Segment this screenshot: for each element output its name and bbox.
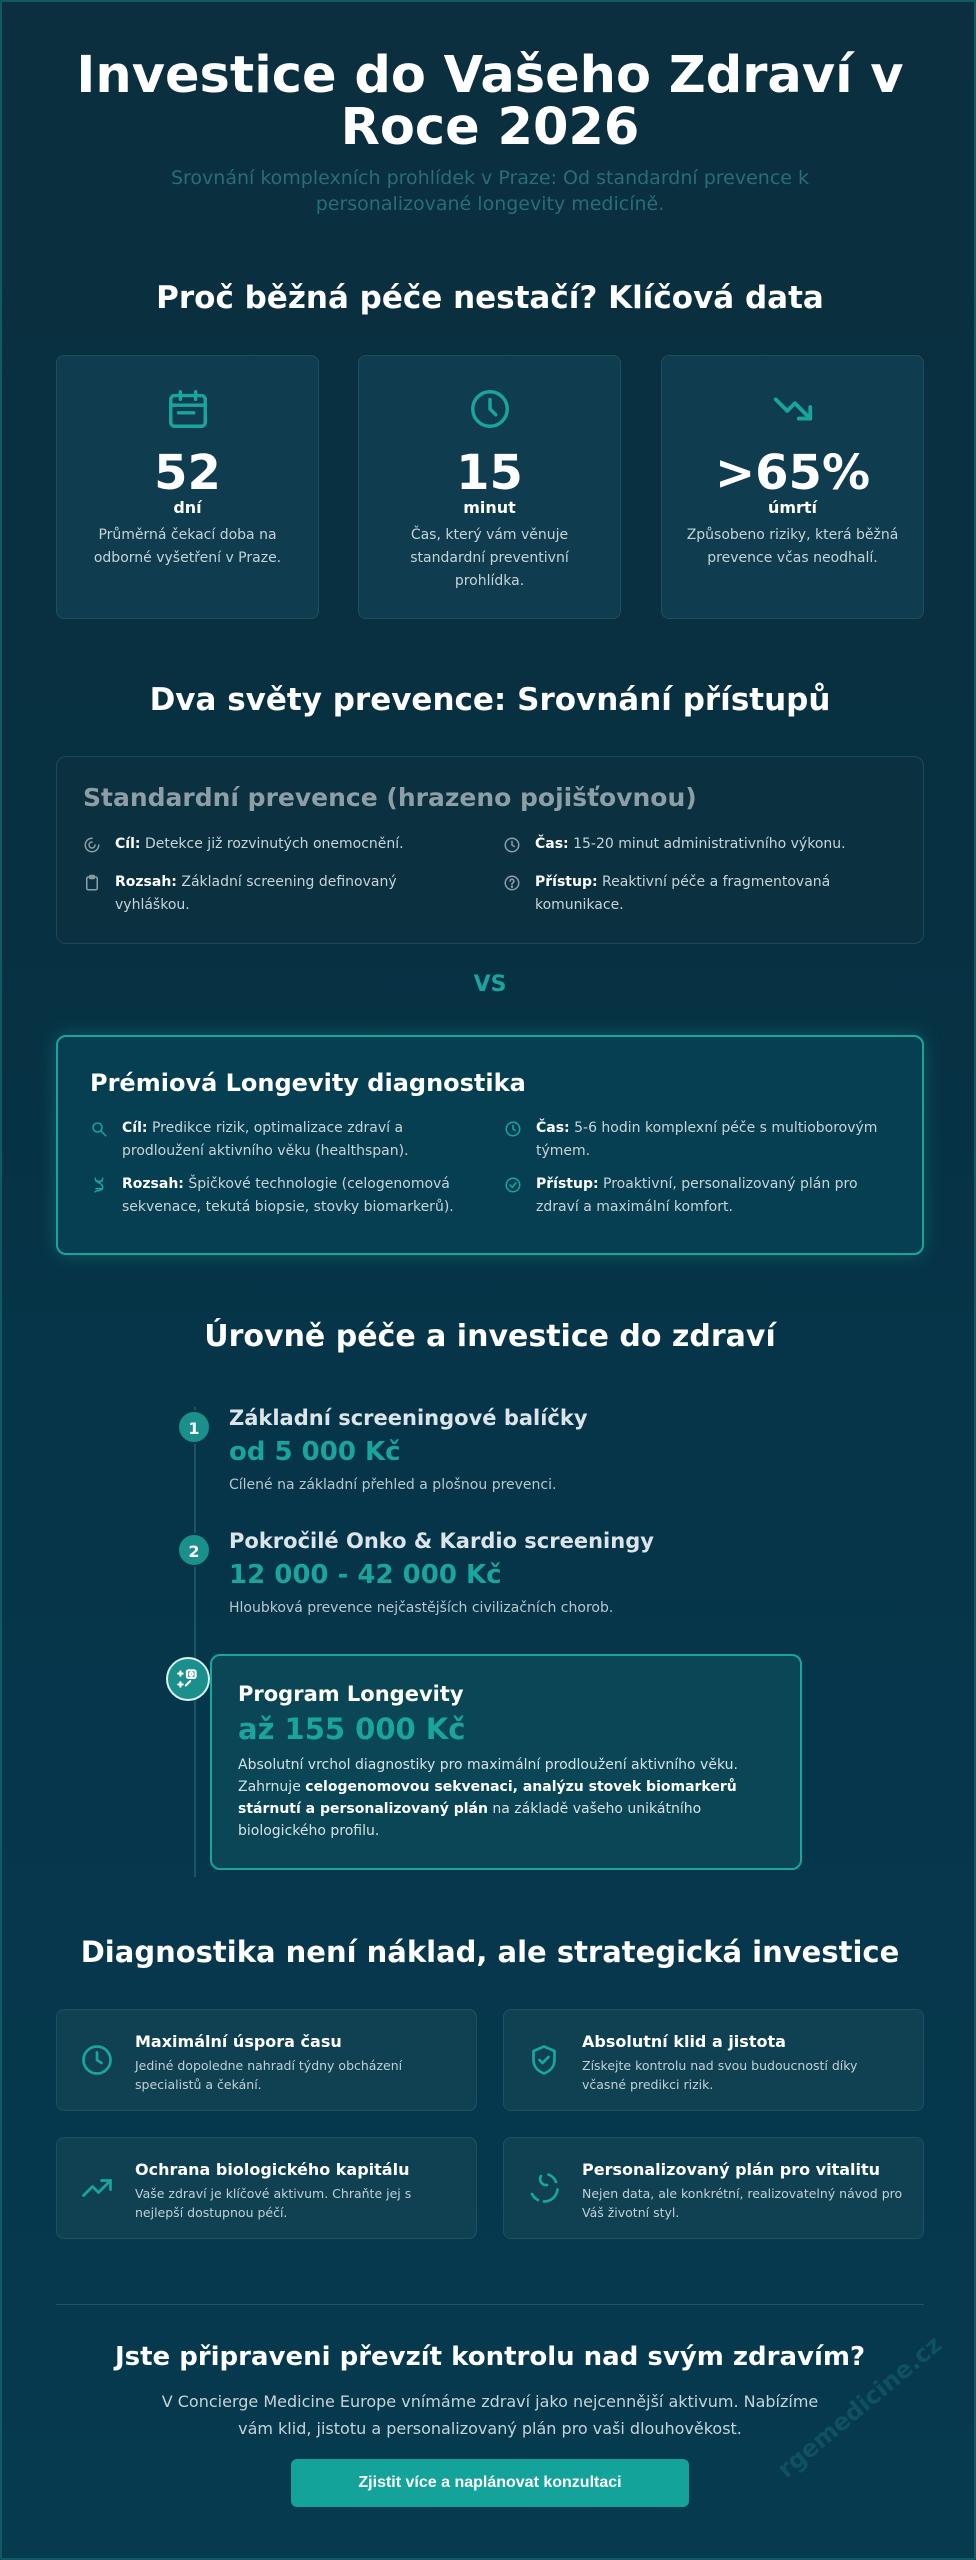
level-number-1: 1 — [177, 1410, 211, 1444]
level-title: Pokročilé Onko & Kardio screeningy — [229, 1529, 654, 1553]
benefit-card-peace — [503, 2009, 924, 2111]
item-text: Predikce rizik, optimalizace zdraví a prodloužení aktivního věku (healthspan). — [122, 1120, 409, 1159]
vitality-icon — [526, 2170, 562, 2206]
program-price: až 155 000 Kč — [238, 1712, 466, 1746]
level-number-2: 2 — [177, 1533, 211, 1567]
cta-heading: Jste připraveni převzít kontrolu nad svým zdravím? — [114, 2342, 866, 2372]
levels-heading: Úrovně péče a investice do zdraví — [204, 1319, 776, 1354]
level-price: od 5 000 Kč — [229, 1437, 401, 1467]
item-label: Čas: — [535, 836, 569, 852]
item-label: Přístup: — [535, 874, 598, 890]
stat-card-waiting — [56, 355, 319, 619]
item-label: Cíl: — [122, 1120, 148, 1136]
program-title: Program Longevity — [238, 1682, 464, 1706]
watermark: rgemedicine.cz — [772, 2330, 948, 2484]
program-icon-badge — [166, 1657, 210, 1701]
item-label: Rozsah: — [115, 874, 177, 890]
standard-item-approach — [503, 871, 893, 917]
standard-prevention-card — [56, 756, 924, 944]
search-icon — [90, 1120, 108, 1138]
compare-heading: Dva světy prevence: Srovnání přístupů — [149, 682, 831, 718]
benefit-card-time — [56, 2009, 477, 2111]
item-text: 15-20 minut administrativního výkonu. — [573, 836, 846, 852]
premium-item-time — [504, 1117, 894, 1163]
stats-heading: Proč běžná péče nestačí? Klíčová data — [156, 280, 824, 316]
item-text: Základní screening definovaný vyhláškou. — [115, 874, 397, 913]
vs-label: VS — [473, 972, 507, 997]
stat-description: Způsobeno riziky, která běžná prevence včas neodhalí. — [686, 527, 899, 566]
program-description — [238, 1754, 778, 1842]
item-text: 5-6 hodin komplexní péče s multioborovým týmem. — [536, 1120, 878, 1159]
program-longevity-card — [210, 1654, 802, 1870]
stat-unit: dní — [173, 498, 202, 517]
trend-down-icon — [770, 386, 816, 432]
stat-number: >65% — [714, 445, 871, 501]
cta-text: V Concierge Medicine Europe vnímáme zdraví jako nejcennější aktivum. Nabízíme vám klid, jistotu a personalizovaný plán pro vaši dlouhověkost. — [161, 2392, 819, 2438]
item-label: Rozsah: — [122, 1176, 184, 1192]
benefit-title: Personalizovaný plán pro vitalitu — [582, 2160, 881, 2179]
stat-unit: minut — [463, 498, 516, 517]
level-title: Základní screeningové balíčky — [229, 1406, 588, 1430]
invest-heading: Diagnostika není náklad, ale strategická investice — [80, 1935, 900, 1969]
item-text: Detekce již rozvinutých onemocnění. — [144, 836, 404, 852]
level-description: Cílené na základní přehled a plošnou prevenci. — [229, 1477, 557, 1493]
level-price: 12 000 - 42 000 Kč — [229, 1560, 502, 1590]
level-description: Hloubková prevence nejčastějších civilizačních chorob. — [229, 1600, 614, 1616]
benefit-description: Jediné dopoledne nahradí týdny obcházení specialistů a čekání. — [135, 2058, 403, 2092]
standard-title: Standardní prevence (hrazeno pojišťovnou) — [83, 783, 697, 812]
dna-icon — [90, 1176, 108, 1194]
benefit-title: Absolutní klid a jistota — [582, 2032, 786, 2051]
stat-unit: úmrtí — [767, 498, 818, 517]
standard-item-goal — [83, 833, 473, 856]
calendar-icon — [165, 386, 211, 432]
benefit-description: Získejte kontrolu nad svou budoucností díky včasné predikci rizik. — [582, 2058, 858, 2092]
standard-item-scope — [83, 871, 473, 917]
program-desc-part: Absolutní vrchol diagnostiky pro maximální prodloužení aktivního věku. Zahrnuje — [238, 1757, 738, 1795]
timeline-line — [194, 1407, 196, 1877]
clock-icon — [79, 2042, 115, 2078]
premium-item-approach — [504, 1173, 894, 1219]
stat-description: Čas, který vám věnuje standardní preventivní prohlídka. — [410, 527, 569, 589]
standard-item-time — [503, 833, 893, 856]
benefit-title: Ochrana biologického kapitálu — [135, 2160, 410, 2179]
item-label: Čas: — [536, 1120, 570, 1136]
benefit-description: Nejen data, ale konkrétní, realizovatelný návod pro Váš životní styl. — [582, 2186, 903, 2220]
premium-title: Prémiová Longevity diagnostika — [90, 1069, 526, 1097]
item-text: Reaktivní péče a fragmentovaná komunikace. — [535, 874, 831, 913]
stat-number: 15 — [456, 445, 523, 501]
premium-item-scope — [90, 1173, 480, 1219]
page-subtitle: Srovnání komplexních prohlídek v Praze: Od standardní prevence k personalizované longevity medicíně. — [170, 167, 810, 215]
page-title: Investice do Vašeho Zdraví v Roce 2026 — [76, 46, 904, 157]
item-text: Špičkové technologie (celogenomová sekvenace, tekutá biopsie, stovky biomarkerů). — [122, 1176, 454, 1215]
schedule-consultation-button[interactable]: Zjistit více a naplánovat konzultaci — [291, 2459, 689, 2507]
benefit-description: Vaše zdraví je klíčové aktivum. Chraňte jej s nejlepší dostupnou péčí. — [135, 2186, 412, 2220]
clipboard-icon — [83, 874, 101, 892]
item-label: Cíl: — [115, 836, 141, 852]
item-label: Přístup: — [536, 1176, 599, 1192]
program-desc-part: na základě vašeho unikátního biologického profilu. — [238, 1801, 702, 1839]
benefit-card-vitality — [503, 2137, 924, 2239]
shield-check-icon — [526, 2042, 562, 2078]
premium-longevity-card — [56, 1035, 924, 1255]
stat-number: 52 — [154, 445, 221, 501]
premium-item-goal — [90, 1117, 480, 1163]
clock-icon — [467, 386, 513, 432]
target-icon — [83, 836, 101, 854]
clock-icon — [503, 836, 521, 854]
benefit-title: Maximální úspora času — [135, 2032, 342, 2051]
item-text: Proaktivní, personalizovaný plán pro zdraví a maximální komfort. — [536, 1176, 858, 1215]
clock-icon — [504, 1120, 522, 1138]
trend-up-icon — [79, 2170, 115, 2206]
molecule-icon — [175, 1666, 201, 1692]
benefit-card-capital — [56, 2137, 477, 2239]
stat-card-deaths — [661, 355, 924, 619]
help-icon — [503, 874, 521, 892]
stat-card-minutes — [358, 355, 621, 619]
section-divider — [56, 2304, 924, 2305]
check-circle-icon — [504, 1176, 522, 1194]
program-desc-bold: celogenomovou sekvenaci, analýzu stovek biomarkerů stárnutí a personalizovaný plán — [238, 1779, 737, 1817]
stat-description: Průměrná čekací doba na odborné vyšetření v Praze. — [93, 527, 282, 566]
